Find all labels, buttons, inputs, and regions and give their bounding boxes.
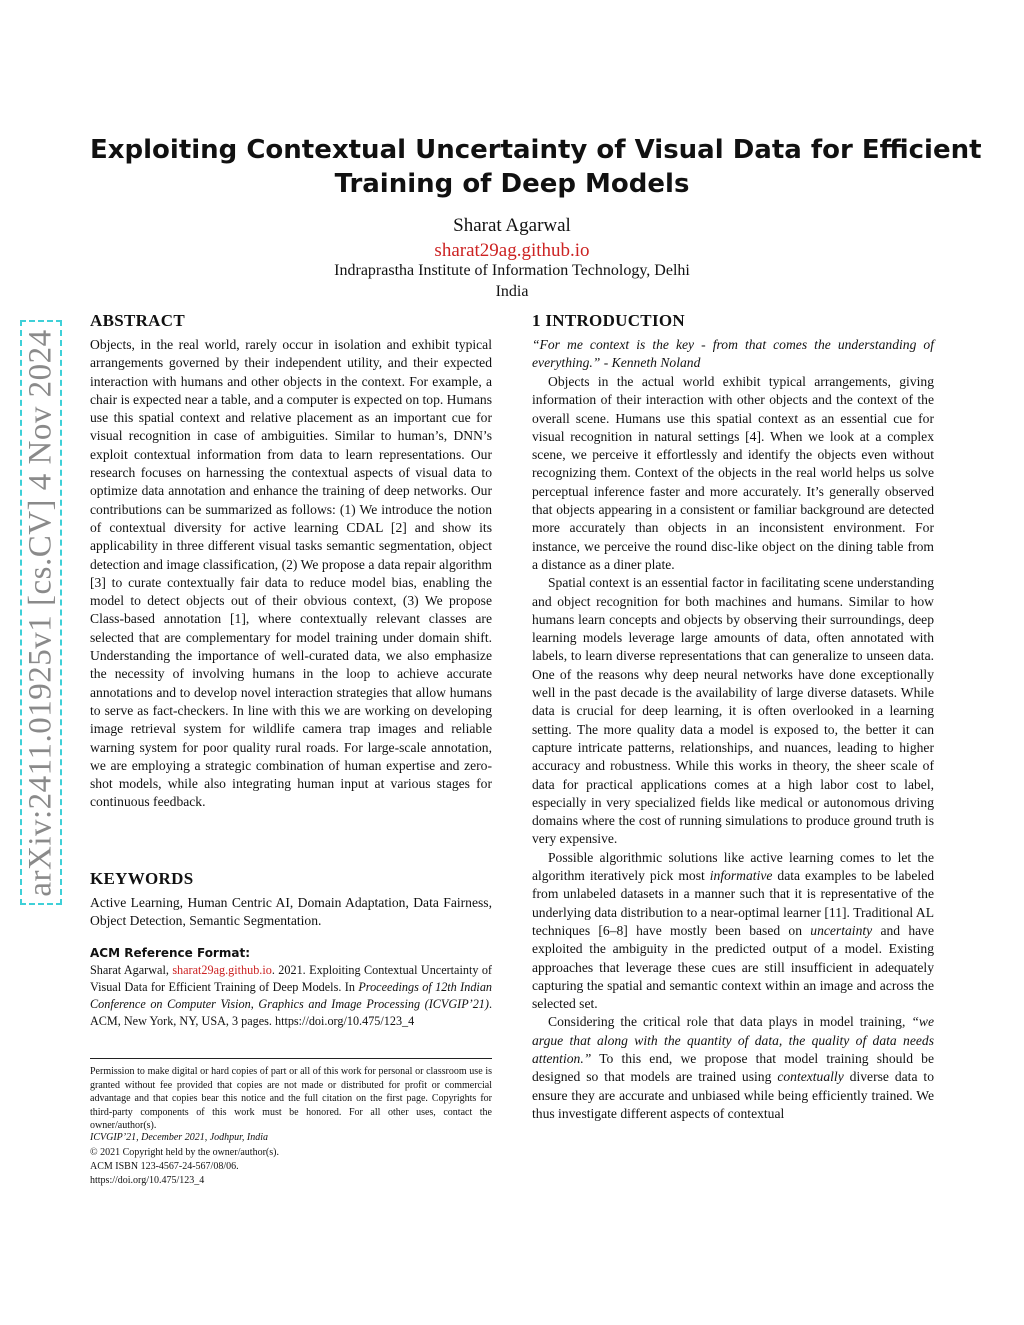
acm-ref-part2: . ACM, New York, NY, USA, 3 pages. https://doi.org/10.475/123_4 bbox=[90, 997, 492, 1028]
doi-line: https://doi.org/10.475/123_4 bbox=[90, 1175, 205, 1186]
intro-p3-italic-informative: informative bbox=[709, 868, 773, 884]
acm-ref-part1: . 2021. Exploiting Contextual Uncertainty of Visual Data for Efficient Training of Deep Models. In bbox=[90, 963, 492, 994]
footnote-divider bbox=[90, 1058, 492, 1059]
intro-paragraph-1: Objects in the actual world exhibit typical arrangements, giving information of their interaction with other objects and the context of the overall scene. Humans use this spatial context as an essential cue for visual recognition in natural settings [4]. When we look at a complex scene, we perceive it effortlessly and identify the objects even without recognizing them. Context of the objects in the real world helps us solve perceptual inference faster and more accurately. It’s generally observed that objects appearing in a consistent or familiar background are detected more accurately than objects in an inconsistent environment. For instance, we perceive the round disc-like object on the dining table from a distance as a diner plate. bbox=[532, 374, 934, 572]
intro-p3-italic-uncertainty: uncertainty bbox=[810, 922, 873, 938]
author-country: India bbox=[495, 283, 529, 300]
author-affiliation: Indraprastha Institute of Information Technology, Delhi bbox=[334, 262, 690, 279]
acm-reference-text bbox=[90, 962, 492, 1030]
author-website-link[interactable]: sharat29ag.github.io bbox=[434, 240, 590, 261]
keywords-text: Active Learning, Human Centric AI, Domain Adaptation, Data Fairness, Object Detection, Semantic Segmentation. bbox=[90, 895, 492, 929]
paper-title-line-1: Exploiting Contextual Uncertainty of Visual Data for Efficient bbox=[90, 135, 982, 165]
intro-p4-text-a: Considering the critical role that data plays in model training, bbox=[548, 1014, 912, 1030]
introduction-heading: 1 INTRODUCTION bbox=[532, 311, 685, 330]
intro-p4-italic-contextually: contextually bbox=[777, 1069, 844, 1085]
intro-p4-text-b: To this end, we propose that model training should be designed so that models are trained using bbox=[532, 1050, 934, 1085]
abstract-text: Objects, in the real world, rarely occur in isolation and exhibit typical arrangements governed by their independent utility, and their expected interaction with humans and other objects in the context. For example, a chair is expected near a table, and a computer is expected on top. Humans use this spatial context and relative placement as an important cue for visual recognition in case of ambiguities. Similar to human’s, DNN’s exploit contextual information from data to learn representations. Our research focuses on harnessing the contextual aspects of visual data to optimize data annotation and enhance the training of deep networks. Our contributions can be summarized as follows: (1) We introduce the notion of contextual diversity for active learning CDAL [2] and show its applicability in three different visual tasks semantic segmentation, object detection and image classification, (2) We propose a data repair algorithm [3] to curate contextually fair data to reduce model bias, enabling the model to detect objects out of their obvious context, (3) We propose Class-based annotation [1], where contextually relevant classes are selected that are complementary for model training under domain shift. Understanding the importance of well-curated data, we also emphasize the necessity of involving humans in the loop to achieve accurate annotations and to develop novel interaction strategies that allow humans to serve as fact-checkers. In line with this we are working on developing image retrieval system for wildlife camera trap images and reliable warning system for poor quality rural roads. For large-scale annotation, we are employing a strategic combination of human expertise and zero-shot models, while also integrating human input at various stages for continuous feedback. bbox=[90, 337, 492, 810]
arxiv-stamp bbox=[20, 320, 62, 905]
acm-ref-author: Sharat Agarwal, bbox=[90, 963, 173, 977]
paper-title-line-2: Training of Deep Models bbox=[334, 169, 690, 199]
intro-p4-italic-argument: “we argue that along with the quantity of data, the quality of data needs attention.” bbox=[532, 1014, 934, 1066]
intro-paragraph-2: Spatial context is an essential factor in facilitating scene understanding and object recognition for both machines and humans. Similar to how humans learn concepts and objects by observing their surroundings, deep learning models leverage large amounts of data, often annotated with labels, to learn diverse representations that can generalize to unseen data. One of the reasons why deep neural networks have done exceptionally well in the past decade is the availability of large diverse datasets. While data is crucial for deep learning, it is often overlooked in a learning setting. The more quality data a model is exposed to, the better it can capture intricate patterns, relationships, and nuances, leading to higher accuracy and robustness. While this works in theory, the sheer scale of data for practical applications comes at a high labor cost to label, especially in very specialized fields like medical or autonomous driving domains where the cost of running simulations to produce ground truth is very expensive. bbox=[532, 575, 934, 847]
permission-notice: Permission to make digital or hard copies of part or all of this work for personal or classroom use is granted without fee provided that copies are not made or distributed for profit or commercial advantage and that copies bear this notice and the full citation on the first page. Copyrights for third-party components of this work must be honored. For all other uses, contact the owner/author(s). bbox=[90, 1066, 492, 1131]
acm-ref-venue: Proceedings of 12th Indian Conference on Computer Vision, Graphics and Image Processing (ICVGIP’21) bbox=[90, 980, 493, 1011]
copyright-line: © 2021 Copyright held by the owner/author(s). bbox=[90, 1147, 279, 1158]
intro-paragraph-3 bbox=[532, 849, 934, 1014]
keywords-heading: KEYWORDS bbox=[90, 869, 194, 888]
author-name: Sharat Agarwal bbox=[453, 215, 571, 236]
intro-p3-text-a: Possible algorithmic solutions like active learning comes to let the algorithm iteratively pick most bbox=[532, 849, 934, 884]
paper-title bbox=[90, 133, 982, 201]
isbn-line: ACM ISBN 123-4567-24-567/08/06. bbox=[90, 1161, 239, 1172]
intro-p3-text-b: data examples to be labeled from unlabeled datasets in a manner such that it is representative of the underlying data distribution to a near-optimal learner [11]. Traditional AL techniques [6–8] have mostly been based on bbox=[532, 868, 934, 938]
arxiv-stamp-text: arXiv:2411.01925v1 [cs.CV] 4 Nov 2024 bbox=[22, 328, 59, 897]
intro-p3-text-c: and have exploited the ambiguity in the predicted output of a model. Existing approaches that leverage these cues are still insufficient in adequately capturing the spatial and semantic context within an image and across the selected set. bbox=[532, 922, 934, 1012]
intro-p4-text-c: diverse data to ensure they are accurate and unbiased while being efficiently trained. We thus investigate different aspects of contextual bbox=[532, 1069, 934, 1121]
intro-paragraph-4 bbox=[532, 1013, 934, 1123]
acm-reference-heading: ACM Reference Format: bbox=[90, 946, 250, 960]
acm-ref-website-link[interactable]: sharat29ag.github.io bbox=[172, 963, 272, 977]
introduction-quote: “For me context is the key - from that comes the understanding of everything.” - Kenneth Noland bbox=[532, 337, 934, 371]
conference-info: ICVGIP’21, December 2021, Jodhpur, India bbox=[90, 1132, 269, 1143]
introduction-body bbox=[532, 373, 934, 1123]
abstract-heading: ABSTRACT bbox=[90, 311, 185, 330]
